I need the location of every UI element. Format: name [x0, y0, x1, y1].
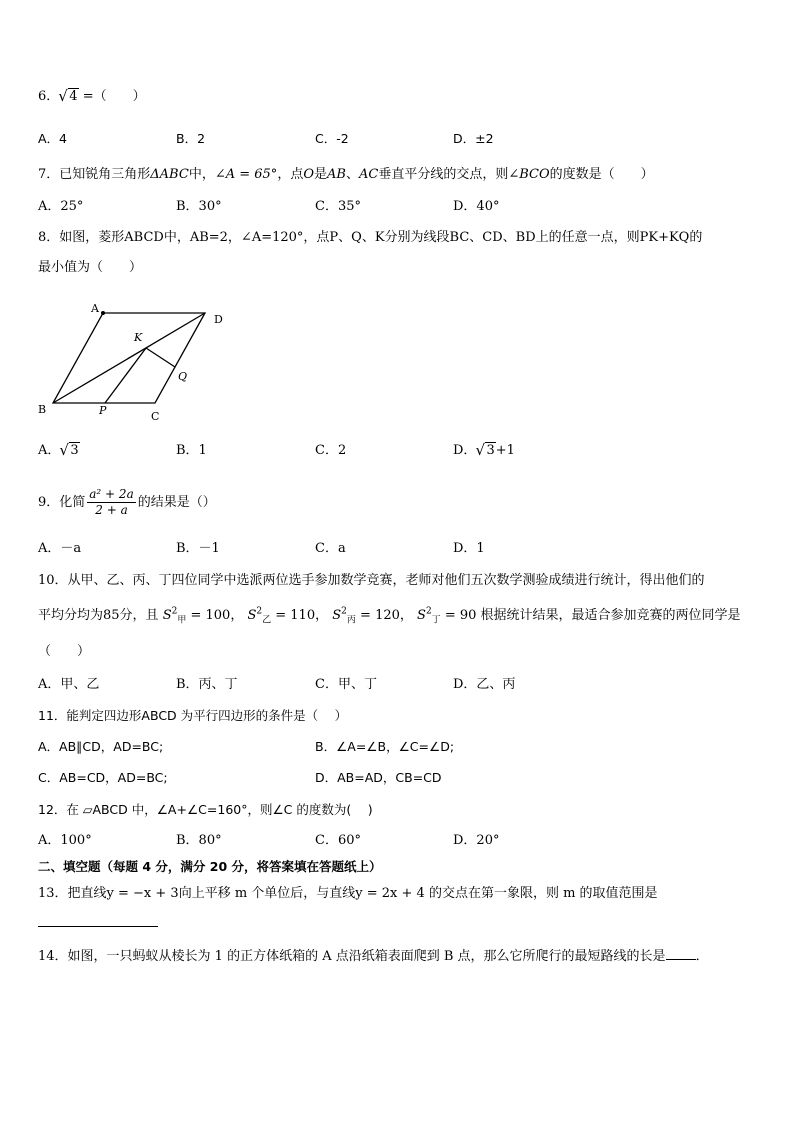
- section-2-heading: 二、填空题（每题 4 分，满分 20 分，将答案填在答题纸上）: [38, 859, 382, 874]
- point-a-dot: [101, 311, 105, 315]
- q11-option-d[interactable]: D．AB=AD，CB=CD: [315, 770, 442, 785]
- sqrt-expression: √ 3: [476, 443, 495, 459]
- sqrt-expression: √ 4: [59, 89, 78, 105]
- q7-option-c[interactable]: C．35°: [315, 199, 361, 214]
- q14-stem: 14．如图，一只蚂蚁从棱长为 1 的正方体纸箱的 A 点沿纸箱表面爬到 B 点，那么它所爬行的最短路线的长是 ．: [38, 949, 709, 964]
- label-q: Q: [178, 370, 188, 383]
- q9-option-d[interactable]: D．1: [453, 541, 485, 556]
- q10-option-b[interactable]: B．丙、丁: [176, 677, 238, 692]
- q6-option-d[interactable]: D．±2: [453, 131, 494, 146]
- label-a: A: [91, 302, 99, 315]
- q6-tail: =（ ）: [82, 89, 146, 104]
- q8-stem-line1: 8．如图，菱形ABCD中，AB=2，∠A=120°，点P、Q、K分别为线段BC、CD、BD上的任意一点，则PK+KQ的: [38, 230, 703, 245]
- q12-option-d[interactable]: D．20°: [453, 833, 500, 848]
- q10-option-a[interactable]: A．甲、乙: [38, 677, 100, 692]
- label-p: P: [99, 404, 107, 417]
- q11-option-a[interactable]: A．AB∥CD，AD=BC;: [38, 739, 164, 754]
- q12-option-b[interactable]: B．80°: [176, 833, 222, 848]
- q7-option-a[interactable]: A．25°: [38, 199, 84, 214]
- q6-option-a[interactable]: A．4: [38, 131, 68, 146]
- q13-answer-blank[interactable]: [38, 925, 158, 927]
- q12-stem: 12．在 ▱ABCD 中，∠A+∠C=160°，则∠C 的度数为( ): [38, 802, 373, 817]
- rhombus-figure: [30, 296, 230, 426]
- q10-option-c[interactable]: C．甲、丁: [315, 677, 377, 692]
- q9-option-b[interactable]: B．－1: [176, 541, 220, 556]
- sqrt-expression: √ 3: [60, 443, 79, 459]
- q8-option-a[interactable]: A．√ 3: [38, 443, 80, 459]
- q8-option-b[interactable]: B．1: [176, 443, 207, 458]
- q8-option-d[interactable]: D．√ 3+1: [453, 443, 515, 459]
- q12-option-a[interactable]: A．100°: [38, 833, 92, 848]
- q9-option-c[interactable]: C．a: [315, 541, 346, 556]
- q6-option-c[interactable]: C．-2: [315, 131, 349, 146]
- q10-stem-line1: 10．从甲、乙、丙、丁四位同学中选派两位选手参加数学竞赛，老师对他们五次数学测验成绩进行统计，得出他们的: [38, 573, 705, 588]
- fraction: $\frac{\text{a² + 2a}}{2 + a}$: [89, 487, 134, 517]
- q6-number: 6．: [38, 89, 60, 104]
- label-d: D: [214, 313, 223, 326]
- q7-stem: 7．已知锐角三角形ΔABC中，∠A = 65°，点O是AB、AC垂直平分线的交点，则∠BCO的度数是（ ）: [38, 167, 654, 182]
- label-b: B: [38, 403, 47, 416]
- q10-stem-line2: 平均分均为85分，且 $S^2_甲 = 100$， $S^2_乙 = 110$， $S^2_丙 = 120$， $S^2_丁 = 90$ 根据统计结果，最适合参加竞赛的两位同学是: [38, 606, 741, 626]
- q9-stem: 9．化简 $\frac{\text{a² + 2a}}{2 + a}$ 的结果是（）: [38, 487, 216, 517]
- label-c: C: [151, 410, 160, 423]
- q10-option-d[interactable]: D．乙、丙: [453, 677, 516, 692]
- diagonal-bd: [53, 313, 205, 403]
- segment-pk: [105, 348, 146, 403]
- q6-option-b[interactable]: B．2: [176, 131, 206, 146]
- q13-stem: 13．把直线y = −x + 3向上平移 m 个单位后，与直线y = 2x + 4 的交点在第一象限，则 m 的取值范围是: [38, 886, 658, 901]
- q6-stem: [38, 89, 146, 105]
- q11-stem: 11．能判定四边形ABCD 为平行四边形的条件是（ ）: [38, 708, 348, 723]
- label-k: K: [134, 331, 143, 344]
- q8-stem-line2: 最小值为（ ）: [38, 260, 143, 275]
- q11-option-c[interactable]: C．AB=CD，AD=BC;: [38, 770, 168, 785]
- q8-option-c[interactable]: C．2: [315, 443, 347, 458]
- q7-option-d[interactable]: D．40°: [453, 199, 500, 214]
- q14-answer-blank[interactable]: [666, 947, 696, 960]
- q9-option-a[interactable]: A．－a: [38, 541, 82, 556]
- q10-stem-line3: （ ）: [38, 644, 91, 659]
- segment-kq: [146, 348, 175, 367]
- q12-option-c[interactable]: C．60°: [315, 833, 361, 848]
- q11-option-b[interactable]: B．∠A=∠B，∠C=∠D;: [315, 739, 455, 754]
- q7-option-b[interactable]: B．30°: [176, 199, 222, 214]
